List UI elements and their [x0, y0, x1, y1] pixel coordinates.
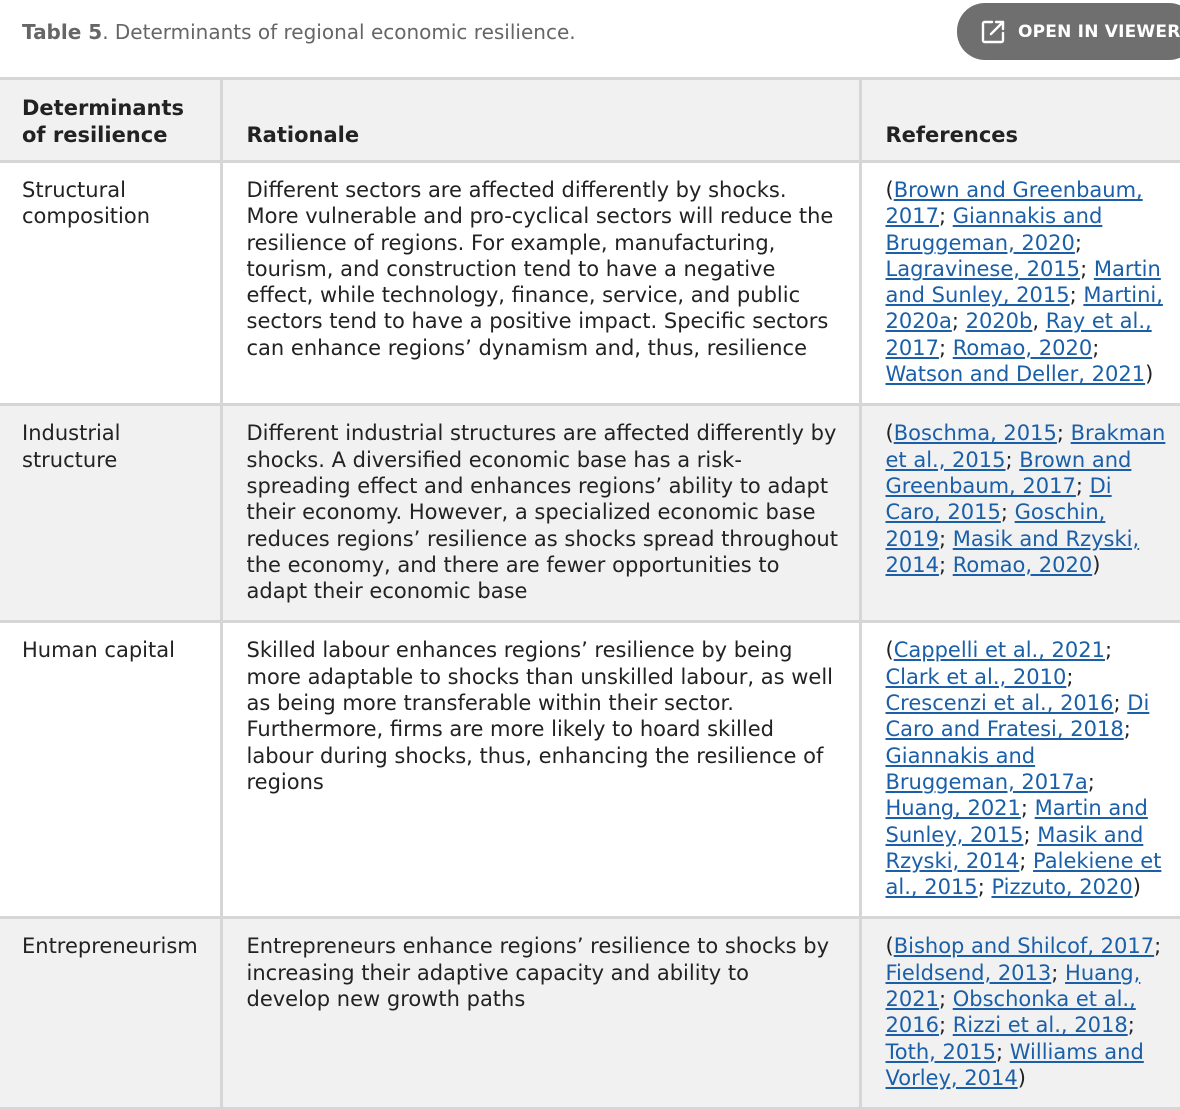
- caption-label: Table 5: [22, 20, 103, 44]
- reference-link[interactable]: Di Caro and Fratesi, 2018: [885, 691, 1150, 742]
- table-row: [0, 918, 1180, 1109]
- reference-link[interactable]: Huang, 2021: [885, 960, 1141, 1012]
- reference-link[interactable]: Brown and Greenbaum, 2017: [885, 447, 1132, 498]
- reference-link[interactable]: Palekiene et al., 2015: [885, 848, 1162, 900]
- reference-link[interactable]: 2020b: [965, 309, 1033, 334]
- open-in-viewer-label: OPEN IN VIEWER: [1018, 21, 1180, 42]
- reference-link[interactable]: Williams and Vorley, 2014: [885, 1039, 1144, 1090]
- determinant-cell: Entrepreneurism: [0, 918, 221, 1109]
- reference-link[interactable]: Huang, 2021: [885, 796, 1021, 821]
- table-row: [0, 405, 1180, 622]
- references-cell: (Brown and Greenbaum, 2017; Giannakis and Bruggeman, 2020; Lagravinese, 2015; Martin and Sunley, 2015; Martini, 2020a; 2020b, Ray et al., 2017; Romao, 2020; Watson and Deller, 2021): [860, 162, 1180, 405]
- reference-link[interactable]: Obschonka et al., 2016: [885, 987, 1136, 1038]
- determinant-cell: Human capital: [0, 622, 221, 918]
- references-cell: (Cappelli et al., 2021; Clark et al., 2010; Crescenzi et al., 2016; Di Caro and Fratesi, 2018; Giannakis and Bruggeman, 2017a; Huang, 2021; Martin and Sunley, 2015; Masik and Rzyski, 2014; Palekiene et al., 2015; Pizzuto, 2020): [860, 622, 1180, 918]
- reference-link[interactable]: Martini, 2020a: [885, 283, 1163, 334]
- reference-link[interactable]: Clark et al., 2010: [885, 664, 1067, 689]
- table-caption: [22, 20, 576, 44]
- reference-link[interactable]: Toth, 2015: [885, 1039, 996, 1064]
- reference-link[interactable]: Lagravinese, 2015: [885, 256, 1081, 281]
- external-link-icon: [980, 19, 1006, 45]
- reference-link[interactable]: Di Caro, 2015: [885, 473, 1112, 525]
- reference-link[interactable]: Romao, 2020: [952, 552, 1093, 577]
- open-in-viewer-button[interactable]: [957, 3, 1180, 60]
- reference-link[interactable]: Bishop and Shilcof, 2017: [893, 934, 1155, 959]
- rationale-cell: Skilled labour enhances regions’ resilience by being more adaptable to shocks than unskilled labour, as well as being more transferable within their sector. Furthermore, firms are more likely to hoard skilled labour during shocks, thus, enhancing the resilience of regions: [221, 622, 860, 918]
- reference-link[interactable]: Goschin, 2019: [885, 500, 1106, 551]
- header-references: References: [860, 79, 1180, 162]
- rationale-cell: Entrepreneurs enhance regions’ resilience to shocks by increasing their adaptive capacity and ability to develop new growth paths: [221, 918, 860, 1109]
- table-row: [0, 162, 1180, 405]
- reference-link[interactable]: Crescenzi et al., 2016: [885, 691, 1114, 716]
- reference-link[interactable]: Masik and Rzyski, 2014: [885, 822, 1144, 873]
- table-row: [0, 622, 1180, 918]
- reference-link[interactable]: Watson and Deller, 2021: [885, 362, 1146, 387]
- reference-link[interactable]: Brakman et al., 2015: [885, 421, 1166, 472]
- header-rationale: Rationale: [221, 79, 860, 162]
- reference-link[interactable]: Boschma, 2015: [893, 421, 1057, 446]
- reference-link[interactable]: Cappelli et al., 2021: [893, 638, 1105, 663]
- header-determinants: Determinants of resilience: [0, 79, 221, 162]
- reference-link[interactable]: Giannakis and Bruggeman, 2017a: [885, 743, 1088, 794]
- reference-link[interactable]: Martin and Sunley, 2015: [885, 796, 1148, 847]
- determinant-cell: Structural composition: [0, 162, 221, 405]
- reference-link[interactable]: Brown and Greenbaum, 2017: [885, 178, 1143, 229]
- reference-link[interactable]: Fieldsend, 2013: [885, 960, 1052, 985]
- references-cell: (Boschma, 2015; Brakman et al., 2015; Brown and Greenbaum, 2017; Di Caro, 2015; Goschin, 2019; Masik and Rzyski, 2014; Romao, 2020): [860, 405, 1180, 622]
- determinant-cell: Industrial structure: [0, 405, 221, 622]
- caption-text: . Determinants of regional economic resilience.: [102, 20, 576, 44]
- rationale-cell: Different industrial structures are affected differently by shocks. A diversified economic base has a risk-spreading effect and enhances regions’ ability to adapt their economy. However, a specialized economic base reduces regions’ resilience as shocks spread throughout the economy, and there are fewer opportunities to adapt their economic base: [221, 405, 860, 622]
- rationale-cell: Different sectors are affected differently by shocks. More vulnerable and pro-cyclical sectors will reduce the resilience of regions. For example, manufacturing, tourism, and construction tend to have a negative effect, while technology, finance, service, and public sectors tend to have a positive impact. Specific sectors can enhance regions’ dynamism and, thus, resilience: [221, 162, 860, 405]
- reference-link[interactable]: Ray et al., 2017: [885, 309, 1152, 360]
- resilience-table: [0, 77, 1180, 1110]
- table-header-row: [0, 79, 1180, 162]
- reference-link[interactable]: Rizzi et al., 2018: [952, 1013, 1128, 1038]
- reference-link[interactable]: Martin and Sunley, 2015: [885, 256, 1161, 308]
- reference-link[interactable]: Giannakis and Bruggeman, 2020: [885, 204, 1103, 255]
- references-cell: (Bishop and Shilcof, 2017; Fieldsend, 2013; Huang, 2021; Obschonka et al., 2016; Rizzi et al., 2018; Toth, 2015; Williams and Vorley, 2014): [860, 918, 1180, 1109]
- reference-link[interactable]: Romao, 2020: [952, 335, 1093, 360]
- reference-link[interactable]: Pizzuto, 2020: [991, 875, 1133, 900]
- reference-link[interactable]: Masik and Rzyski, 2014: [885, 526, 1140, 577]
